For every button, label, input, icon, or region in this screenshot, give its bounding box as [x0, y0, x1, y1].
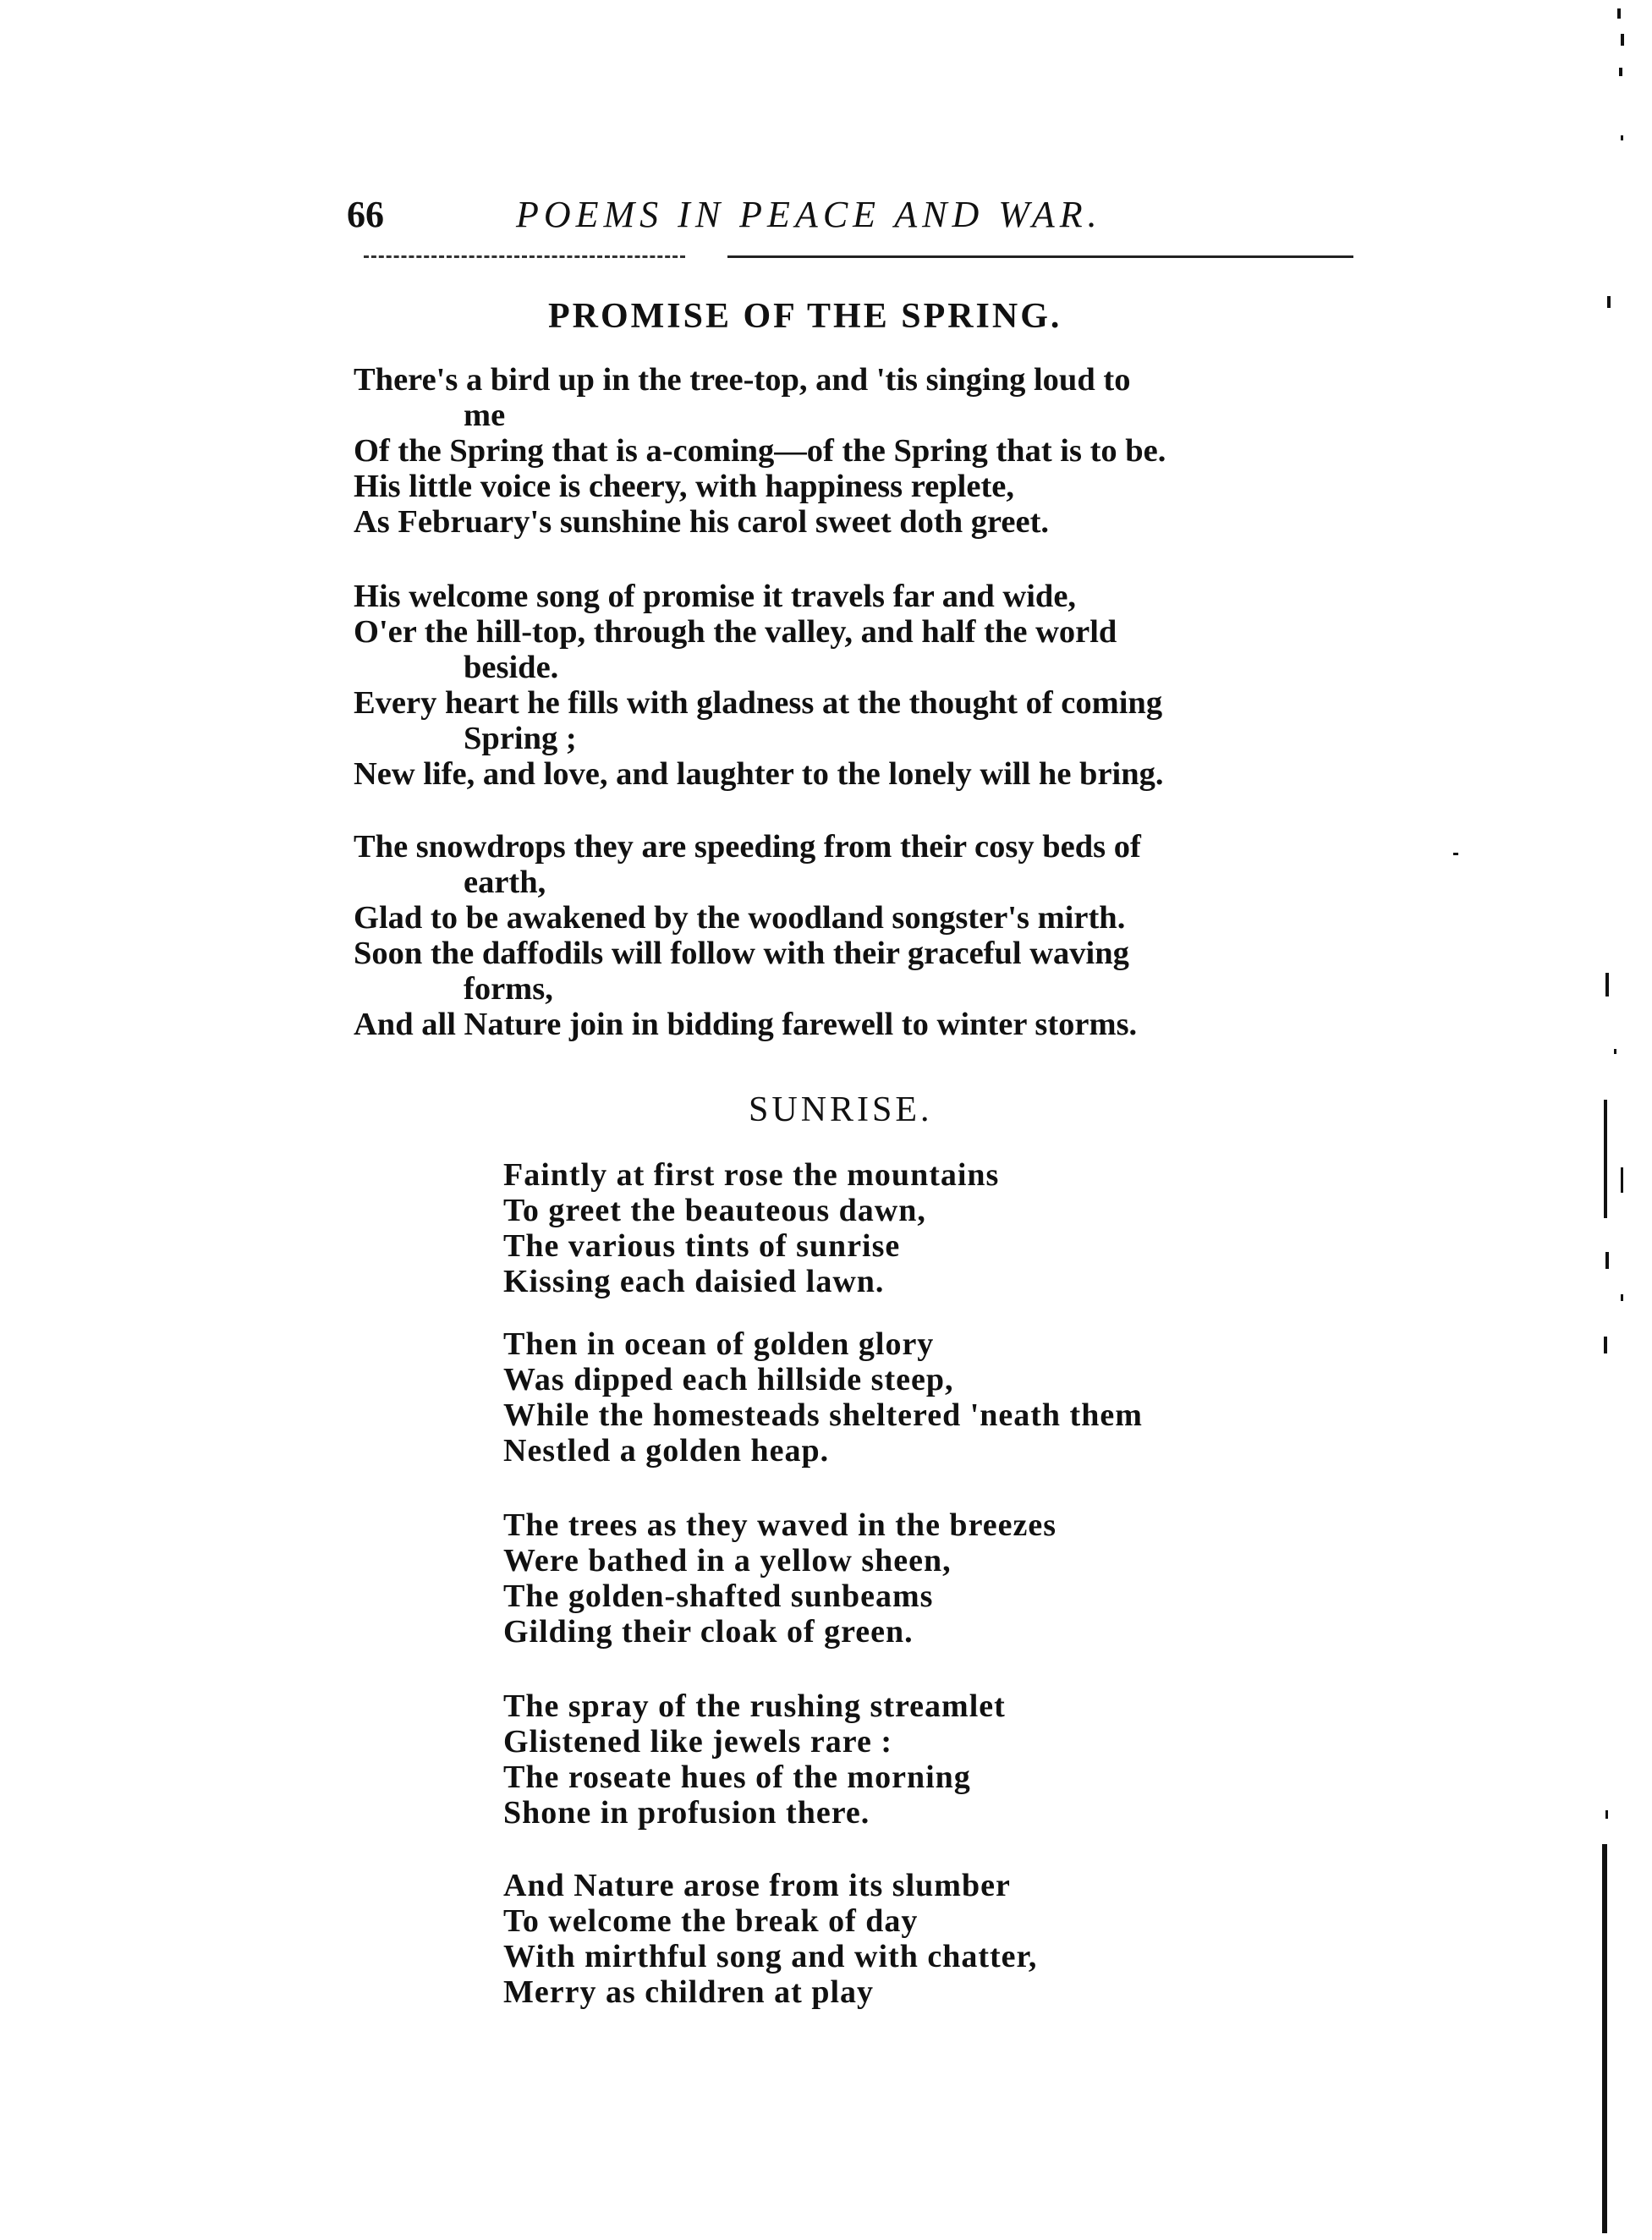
poem-line: There's a bird up in the tree-top, and 'tis singing loud to [354, 362, 1131, 398]
running-title: POEMS IN PEACE AND WAR. [516, 194, 1102, 235]
poem-line: And all Nature join in bidding farewell to winter storms. [354, 1007, 1138, 1042]
header-rule-right [727, 255, 1353, 258]
stanza [354, 362, 1166, 540]
stanza [503, 1157, 999, 1299]
header-rule-left [364, 255, 685, 258]
poem-line: Shone in profusion there. [503, 1795, 870, 1831]
poem-line: Merry as children at play [503, 1974, 875, 2010]
scan-mark [1621, 34, 1624, 46]
poem-line: Every heart he fills with gladness at the thought of coming [354, 685, 1163, 721]
poem-line: Gilding their cloak of green. [503, 1614, 914, 1650]
scan-mark [1605, 1810, 1608, 1819]
scan-mark [1617, 8, 1621, 19]
poem-line: Glad to be awakened by the woodland songster's mirth. [354, 900, 1126, 936]
poem-line: To greet the beauteous dawn, [503, 1193, 926, 1228]
poem-line: With mirthful song and with chatter, [503, 1939, 1038, 1974]
scan-mark [1619, 68, 1622, 76]
scan-mark [1605, 973, 1609, 996]
poem-line: Nestled a golden heap. [503, 1433, 830, 1469]
poem-line: Faintly at first rose the mountains [503, 1157, 1000, 1193]
poem-line: Were bathed in a yellow sheen, [503, 1543, 952, 1578]
poem-line: The roseate hues of the morning [503, 1760, 971, 1795]
scan-mark [1607, 296, 1611, 308]
poem-line: The various tints of sunrise [503, 1228, 901, 1264]
scan-mark [1621, 1167, 1623, 1193]
scan-mark [1621, 135, 1623, 140]
poem-line: New life, and love, and laughter to the lonely will he bring. [354, 756, 1164, 792]
poem-line: To welcome the break of day [503, 1903, 919, 1939]
scan-mark [1453, 853, 1458, 855]
poem-line: beside. [464, 650, 559, 685]
poem-line: Was dipped each hillside steep, [503, 1362, 954, 1397]
poem-line: O'er the hill-top, through the valley, and half the world [354, 614, 1117, 650]
poem-line: His welcome song of promise it travels far and wide, [354, 579, 1077, 614]
poem-title: SUNRISE. [749, 1090, 933, 1129]
stanza [503, 1688, 1006, 1831]
poem-line: The trees as they waved in the breezes [503, 1507, 1057, 1543]
poem-line: Kissing each daisied lawn. [503, 1264, 885, 1299]
scan-mark [1604, 1337, 1607, 1353]
poem-title: PROMISE OF THE SPRING. [548, 297, 1062, 336]
scan-mark [1605, 1252, 1609, 1269]
poem-line: And Nature arose from its slumber [503, 1868, 1011, 1903]
stanza [503, 1326, 1143, 1469]
poem-line: His little voice is cheery, with happiness replete, [354, 469, 1014, 504]
poem-line: Glistened like jewels rare : [503, 1724, 892, 1760]
poem-line: The spray of the rushing streamlet [503, 1688, 1006, 1724]
poem-line: As February's sunshine his carol sweet doth greet. [354, 504, 1050, 540]
poem-line: earth, [464, 865, 546, 900]
scan-mark [1602, 1844, 1607, 2233]
poem-line: me [464, 398, 506, 433]
poem-line: Then in ocean of golden glory [503, 1326, 935, 1362]
scan-mark [1614, 1049, 1616, 1054]
page-number: 66 [347, 194, 384, 235]
poem-line: The golden-shafted sunbeams [503, 1578, 934, 1614]
poem-line: forms, [464, 971, 553, 1007]
stanza [503, 1868, 1037, 2010]
scan-mark [1604, 1100, 1607, 1218]
stanza [354, 579, 1164, 792]
stanza [503, 1507, 1057, 1650]
poem-line: While the homesteads sheltered 'neath them [503, 1397, 1143, 1433]
running-header [347, 193, 1353, 244]
poem-line: Soon the daffodils will follow with their graceful waving [354, 936, 1129, 971]
stanza [354, 829, 1141, 1042]
poem-line: The snowdrops they are speeding from their cosy beds of [354, 829, 1141, 865]
scan-mark [1621, 1294, 1623, 1301]
poem-line: Spring ; [464, 721, 577, 756]
poem-line: Of the Spring that is a-coming—of the Spring that is to be. [354, 433, 1166, 469]
